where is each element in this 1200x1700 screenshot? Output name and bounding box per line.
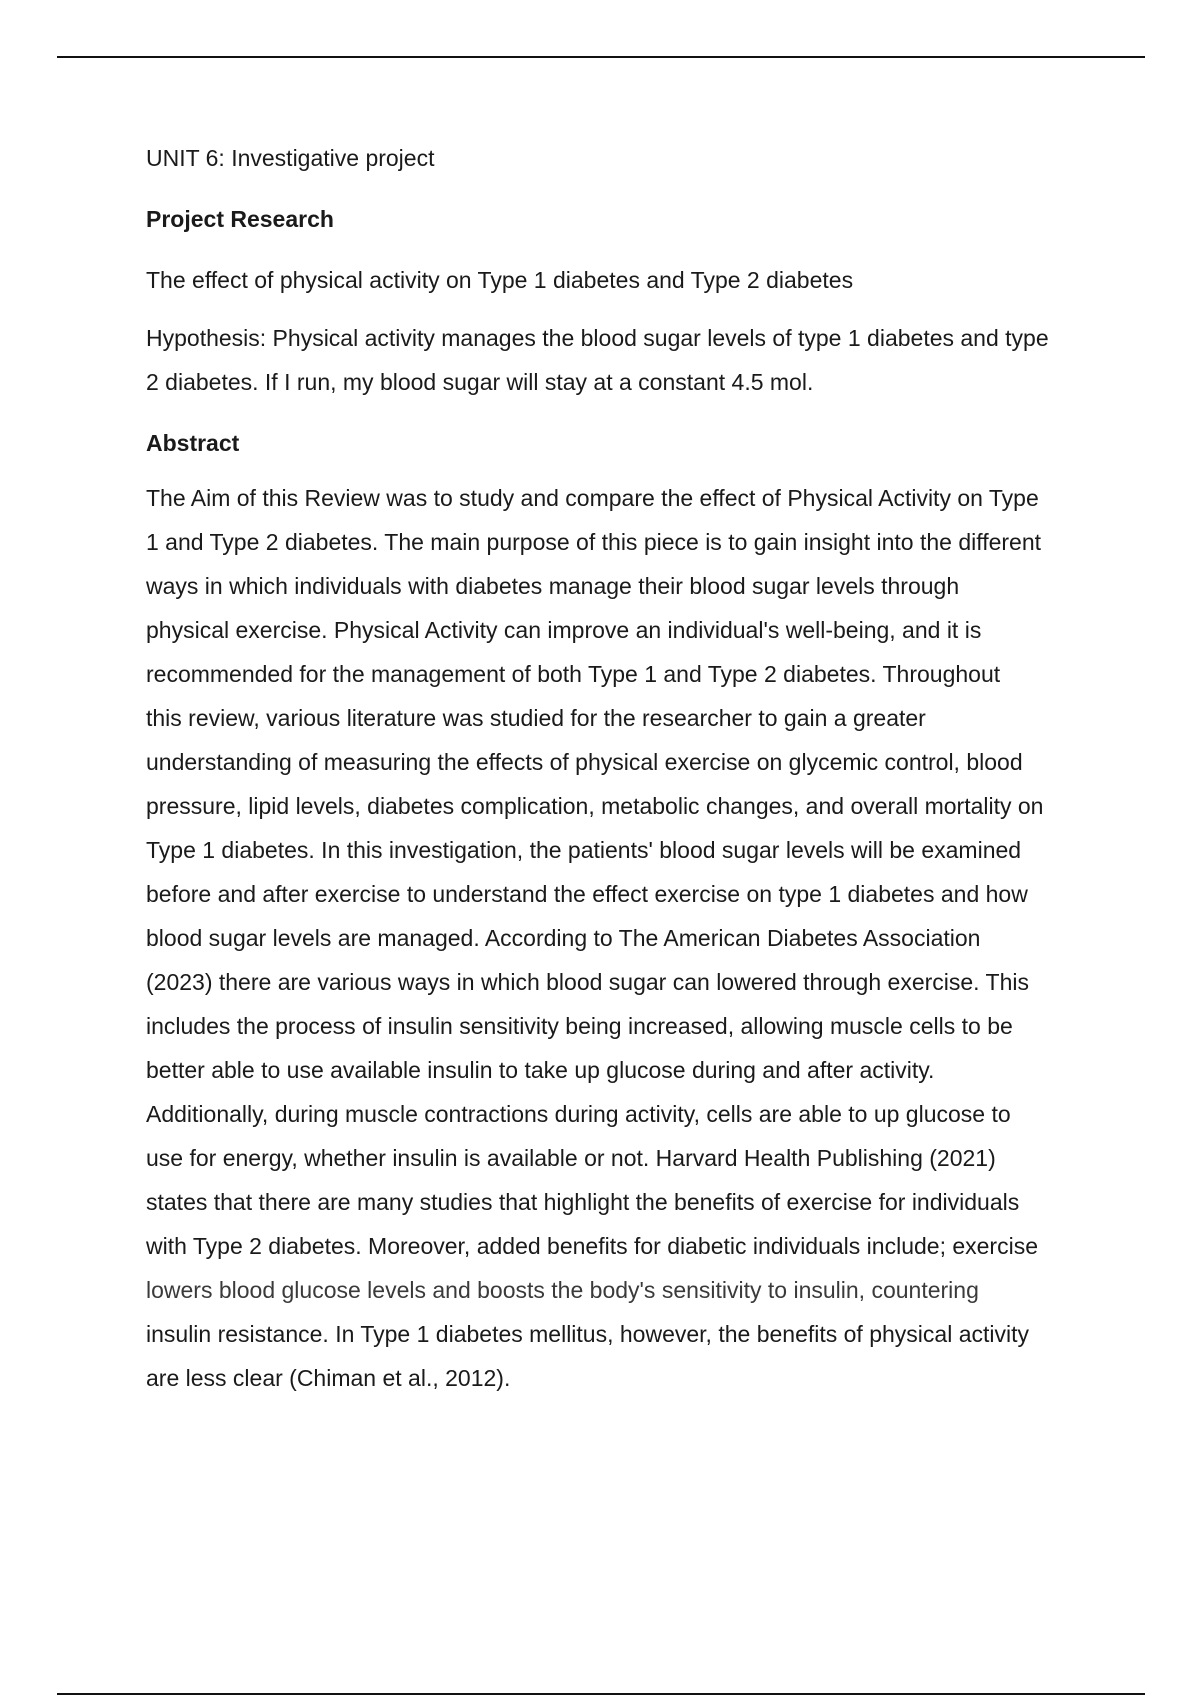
hypothesis [146,316,1096,404]
unit-title: UNIT 6: Investigative project [146,145,435,171]
abstract-line: Additionally, during muscle contractions during activity, cells are able to up glucose to [146,1101,1011,1127]
abstract-line: this review, various literature was studied for the researcher to gain a greater [146,705,926,731]
abstract-line: understanding of measuring the effects of physical exercise on glycemic control, blood [146,749,1023,775]
abstract-line: with Type 2 diabetes. Moreover, added benefits for diabetic individuals include; exercise [146,1233,1038,1259]
document-page [146,143,1096,1400]
abstract-line: The Aim of this Review was to study and compare the effect of Physical Activity on Type [146,485,1039,511]
abstract-body [146,476,1096,1400]
abstract-line: better able to use available insulin to take up glucose during and after activity. [146,1057,935,1083]
bottom-rule [57,1693,1145,1695]
abstract-line: pressure, lipid levels, diabetes complication, metabolic changes, and overall mortality on [146,793,1044,819]
abstract-line: blood sugar levels are managed. According to The American Diabetes Association [146,925,981,951]
abstract-heading: Abstract [146,430,240,456]
abstract-line: (2023) there are various ways in which blood sugar can lowered through exercise. This [146,969,1029,995]
abstract-line: states that there are many studies that highlight the benefits of exercise for individuals [146,1189,1020,1215]
project-title: The effect of physical activity on Type 1 diabetes and Type 2 diabetes [146,267,854,293]
section-heading: Project Research [146,206,334,232]
hypothesis-line: Hypothesis: Physical activity manages the blood sugar levels of type 1 diabetes and type [146,325,1049,351]
abstract-line: use for energy, whether insulin is available or not. Harvard Health Publishing (2021) [146,1145,996,1171]
abstract-line: insulin resistance. In Type 1 diabetes mellitus, however, the benefits of physical activity [146,1321,1029,1347]
top-rule [57,56,1145,58]
abstract-line: physical exercise. Physical Activity can improve an individual's well-being, and it is [146,617,982,643]
abstract-line: ways in which individuals with diabetes manage their blood sugar levels through [146,573,960,599]
abstract-line: 1 and Type 2 diabetes. The main purpose of this piece is to gain insight into the different [146,529,1042,555]
abstract-line: are less clear (Chiman et al., 2012). [146,1365,511,1391]
abstract-line: Type 1 diabetes. In this investigation, the patients' blood sugar levels will be examined [146,837,1022,863]
abstract-line: includes the process of insulin sensitivity being increased, allowing muscle cells to be [146,1013,1013,1039]
abstract-line: recommended for the management of both Type 1 and Type 2 diabetes. Throughout [146,661,1001,687]
abstract-line: lowers blood glucose levels and boosts the body's sensitivity to insulin, countering [146,1277,979,1303]
hypothesis-line: 2 diabetes. If I run, my blood sugar will stay at a constant 4.5 mol. [146,369,814,395]
abstract-line: before and after exercise to understand the effect exercise on type 1 diabetes and how [146,881,1028,907]
